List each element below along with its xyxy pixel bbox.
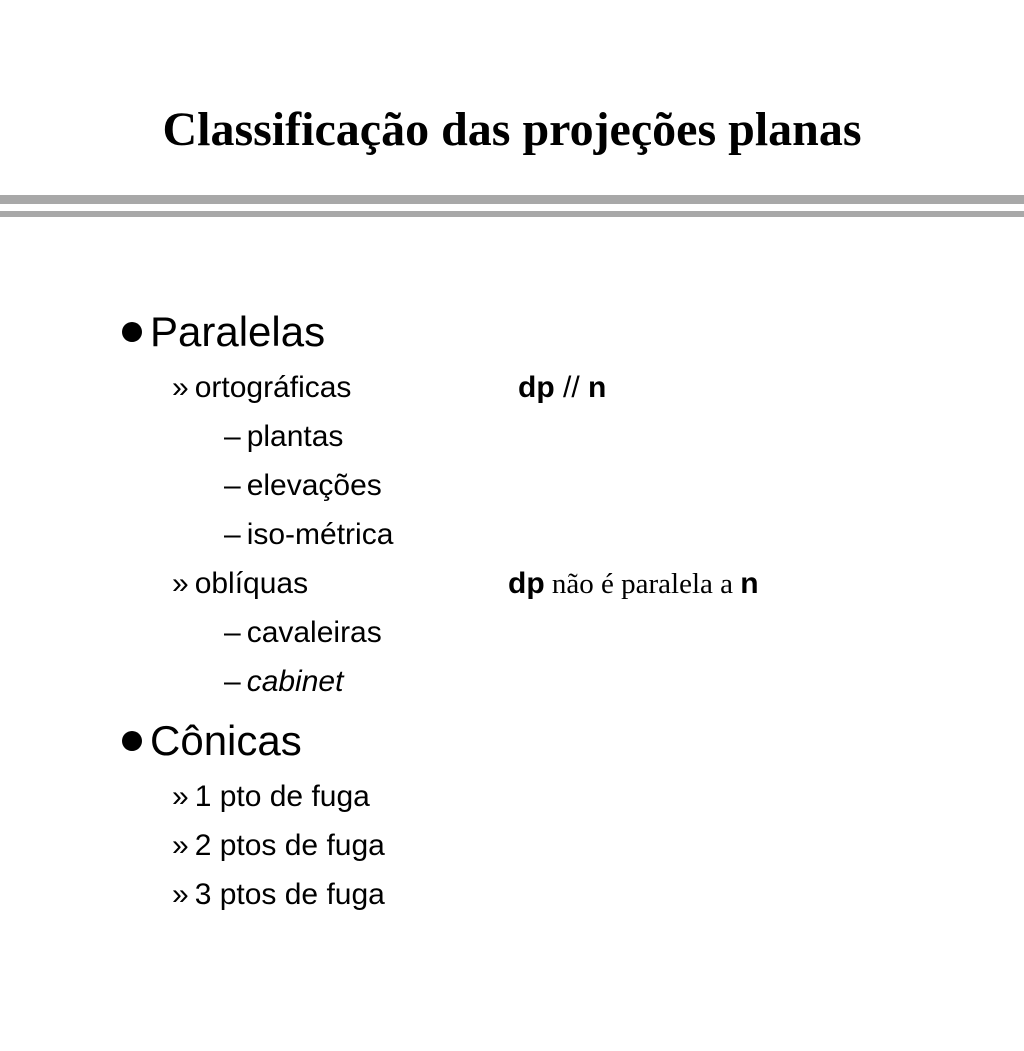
bullet-dot-icon [122,731,142,751]
bullet-raquo-icon: » [172,567,189,600]
outline-label-iso-metrica: iso-métrica [246,518,394,551]
bullet-dash-icon: – [224,665,241,698]
outline-label-plantas: plantas [246,420,344,453]
note-dp: dp [518,371,555,404]
title-divider-thick [0,195,1024,204]
outline-label-conicas: Cônicas [150,717,302,764]
outline-label-1-pto: 1 pto de fuga [194,780,370,813]
outline-label-3-ptos: 3 ptos de fuga [194,878,385,911]
outline-item-obliquas [172,566,308,602]
note-n: n [740,567,759,600]
bullet-raquo-icon: » [172,878,189,911]
note-obliquas [508,566,759,602]
outline-label-cavaleiras: cavaleiras [246,616,382,649]
outline-item-ortograficas [172,370,351,406]
outline-label-ortograficas: ortográficas [194,371,352,404]
outline-label-cabinet: cabinet [246,665,344,698]
outline-item-3-ptos [172,877,385,913]
outline-item-plantas [224,419,343,455]
outline-item-2-ptos [172,828,385,864]
outline-item-iso-metrica [224,517,393,553]
bullet-raquo-icon: » [172,780,189,813]
outline-item-cavaleiras [224,615,382,651]
outline-item-1-pto [172,779,370,815]
note-ortograficas [518,370,606,406]
outline-label-paralelas: Paralelas [150,308,326,355]
bullet-dot-icon [122,322,142,342]
outline-label-2-ptos: 2 ptos de fuga [194,829,385,862]
outline-label-elevacoes: elevações [246,469,382,502]
bullet-dash-icon: – [224,518,241,551]
bullet-dash-icon: – [224,616,241,649]
note-not-parallel-text: não é paralela a [544,568,741,600]
bullet-raquo-icon: » [172,829,189,862]
bullet-dash-icon: – [224,469,241,502]
outline-item-elevacoes [224,468,382,504]
bullet-raquo-icon: » [172,371,189,404]
outline-item-conicas [122,716,302,766]
bullet-dash-icon: – [224,420,241,453]
outline-item-paralelas [122,307,325,357]
outline-label-obliquas: oblíquas [194,567,309,600]
note-n: n [588,371,607,404]
note-dp: dp [508,567,545,600]
outline-item-cabinet [224,664,343,700]
title-divider-thin [0,211,1024,217]
page-title: Classificação das projeções planas [162,103,862,156]
note-parallel-symbol: // [554,371,588,404]
